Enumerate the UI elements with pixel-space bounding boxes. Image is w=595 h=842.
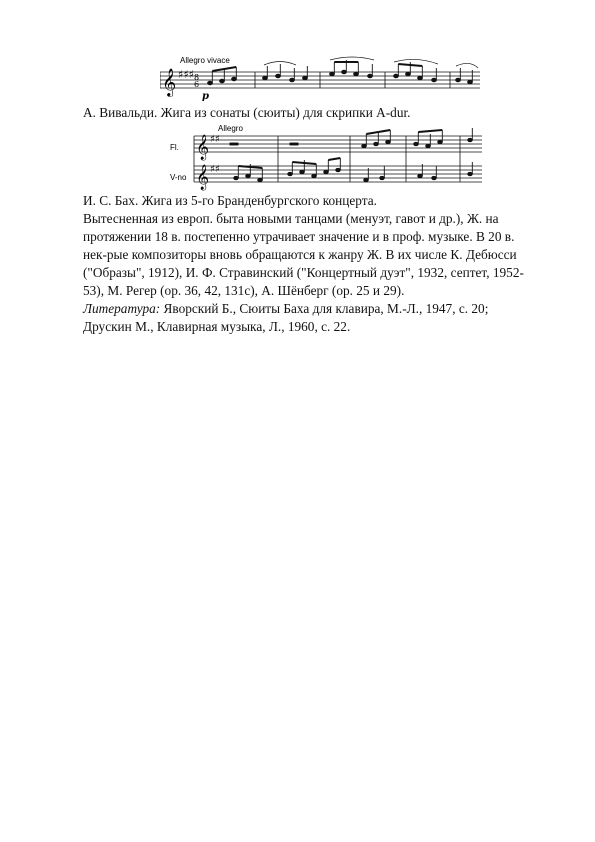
treble-clef-icon: 𝄞 — [196, 165, 210, 190]
body-text-line: ("Образы", 1912), И. Ф. Стравинский ("Концертный дуэт", 1932, септет, 1952- — [83, 265, 524, 280]
dynamic-marking: p — [202, 91, 209, 102]
svg-text:♯♯: ♯♯ — [210, 164, 220, 175]
body-text-line: 53), М. Регер (ор. 36, 42, 131с), А. Шёнберг (ор. 25 и 29). — [83, 283, 405, 298]
score-example-vivaldi — [160, 54, 490, 104]
treble-clef-icon: 𝄞 — [162, 68, 177, 96]
body-text-line: Вытесненная из европ. быта новыми танцами (менуэт, гавот и др.), Ж. на — [83, 211, 499, 226]
literature-text: Яворский Б., Сюиты Баха для клавира, М.-Л., 1947, с. 20; — [160, 301, 489, 316]
svg-text:6: 6 — [194, 80, 200, 89]
treble-clef-icon: 𝄞 — [196, 135, 210, 160]
tempo-marking: Allegro vivace — [180, 56, 230, 65]
svg-text:8: 8 — [194, 73, 200, 82]
body-text-line: протяжении 18 в. постепенно утрачивает значение и в проф. музыке. В 20 в. — [83, 229, 515, 244]
body-text-line: Друскин М., Клавирная музыка, Л., 1960, с. 22. — [83, 319, 351, 334]
caption-vivaldi: А. Вивальди. Жига из сонаты (сюиты) для скрипки A-dur. — [83, 105, 411, 120]
caption-bach: И. С. Бах. Жига из 5-го Бранденбургского концерта. — [83, 193, 377, 208]
literature-label: Литература: — [83, 301, 161, 316]
instrument-label: V-no — [170, 173, 187, 182]
body-text-line: нек-рые композиторы вновь обращаются к жанру Ж. В их числе К. Дебюсси — [83, 247, 517, 262]
score-example-bach — [170, 122, 490, 194]
instrument-label: Fl. — [170, 143, 179, 152]
tempo-marking: Allegro — [218, 124, 243, 133]
svg-text:♯♯♯: ♯♯♯ — [178, 68, 194, 81]
literature-line — [83, 300, 488, 318]
svg-text:♯♯: ♯♯ — [210, 134, 220, 145]
